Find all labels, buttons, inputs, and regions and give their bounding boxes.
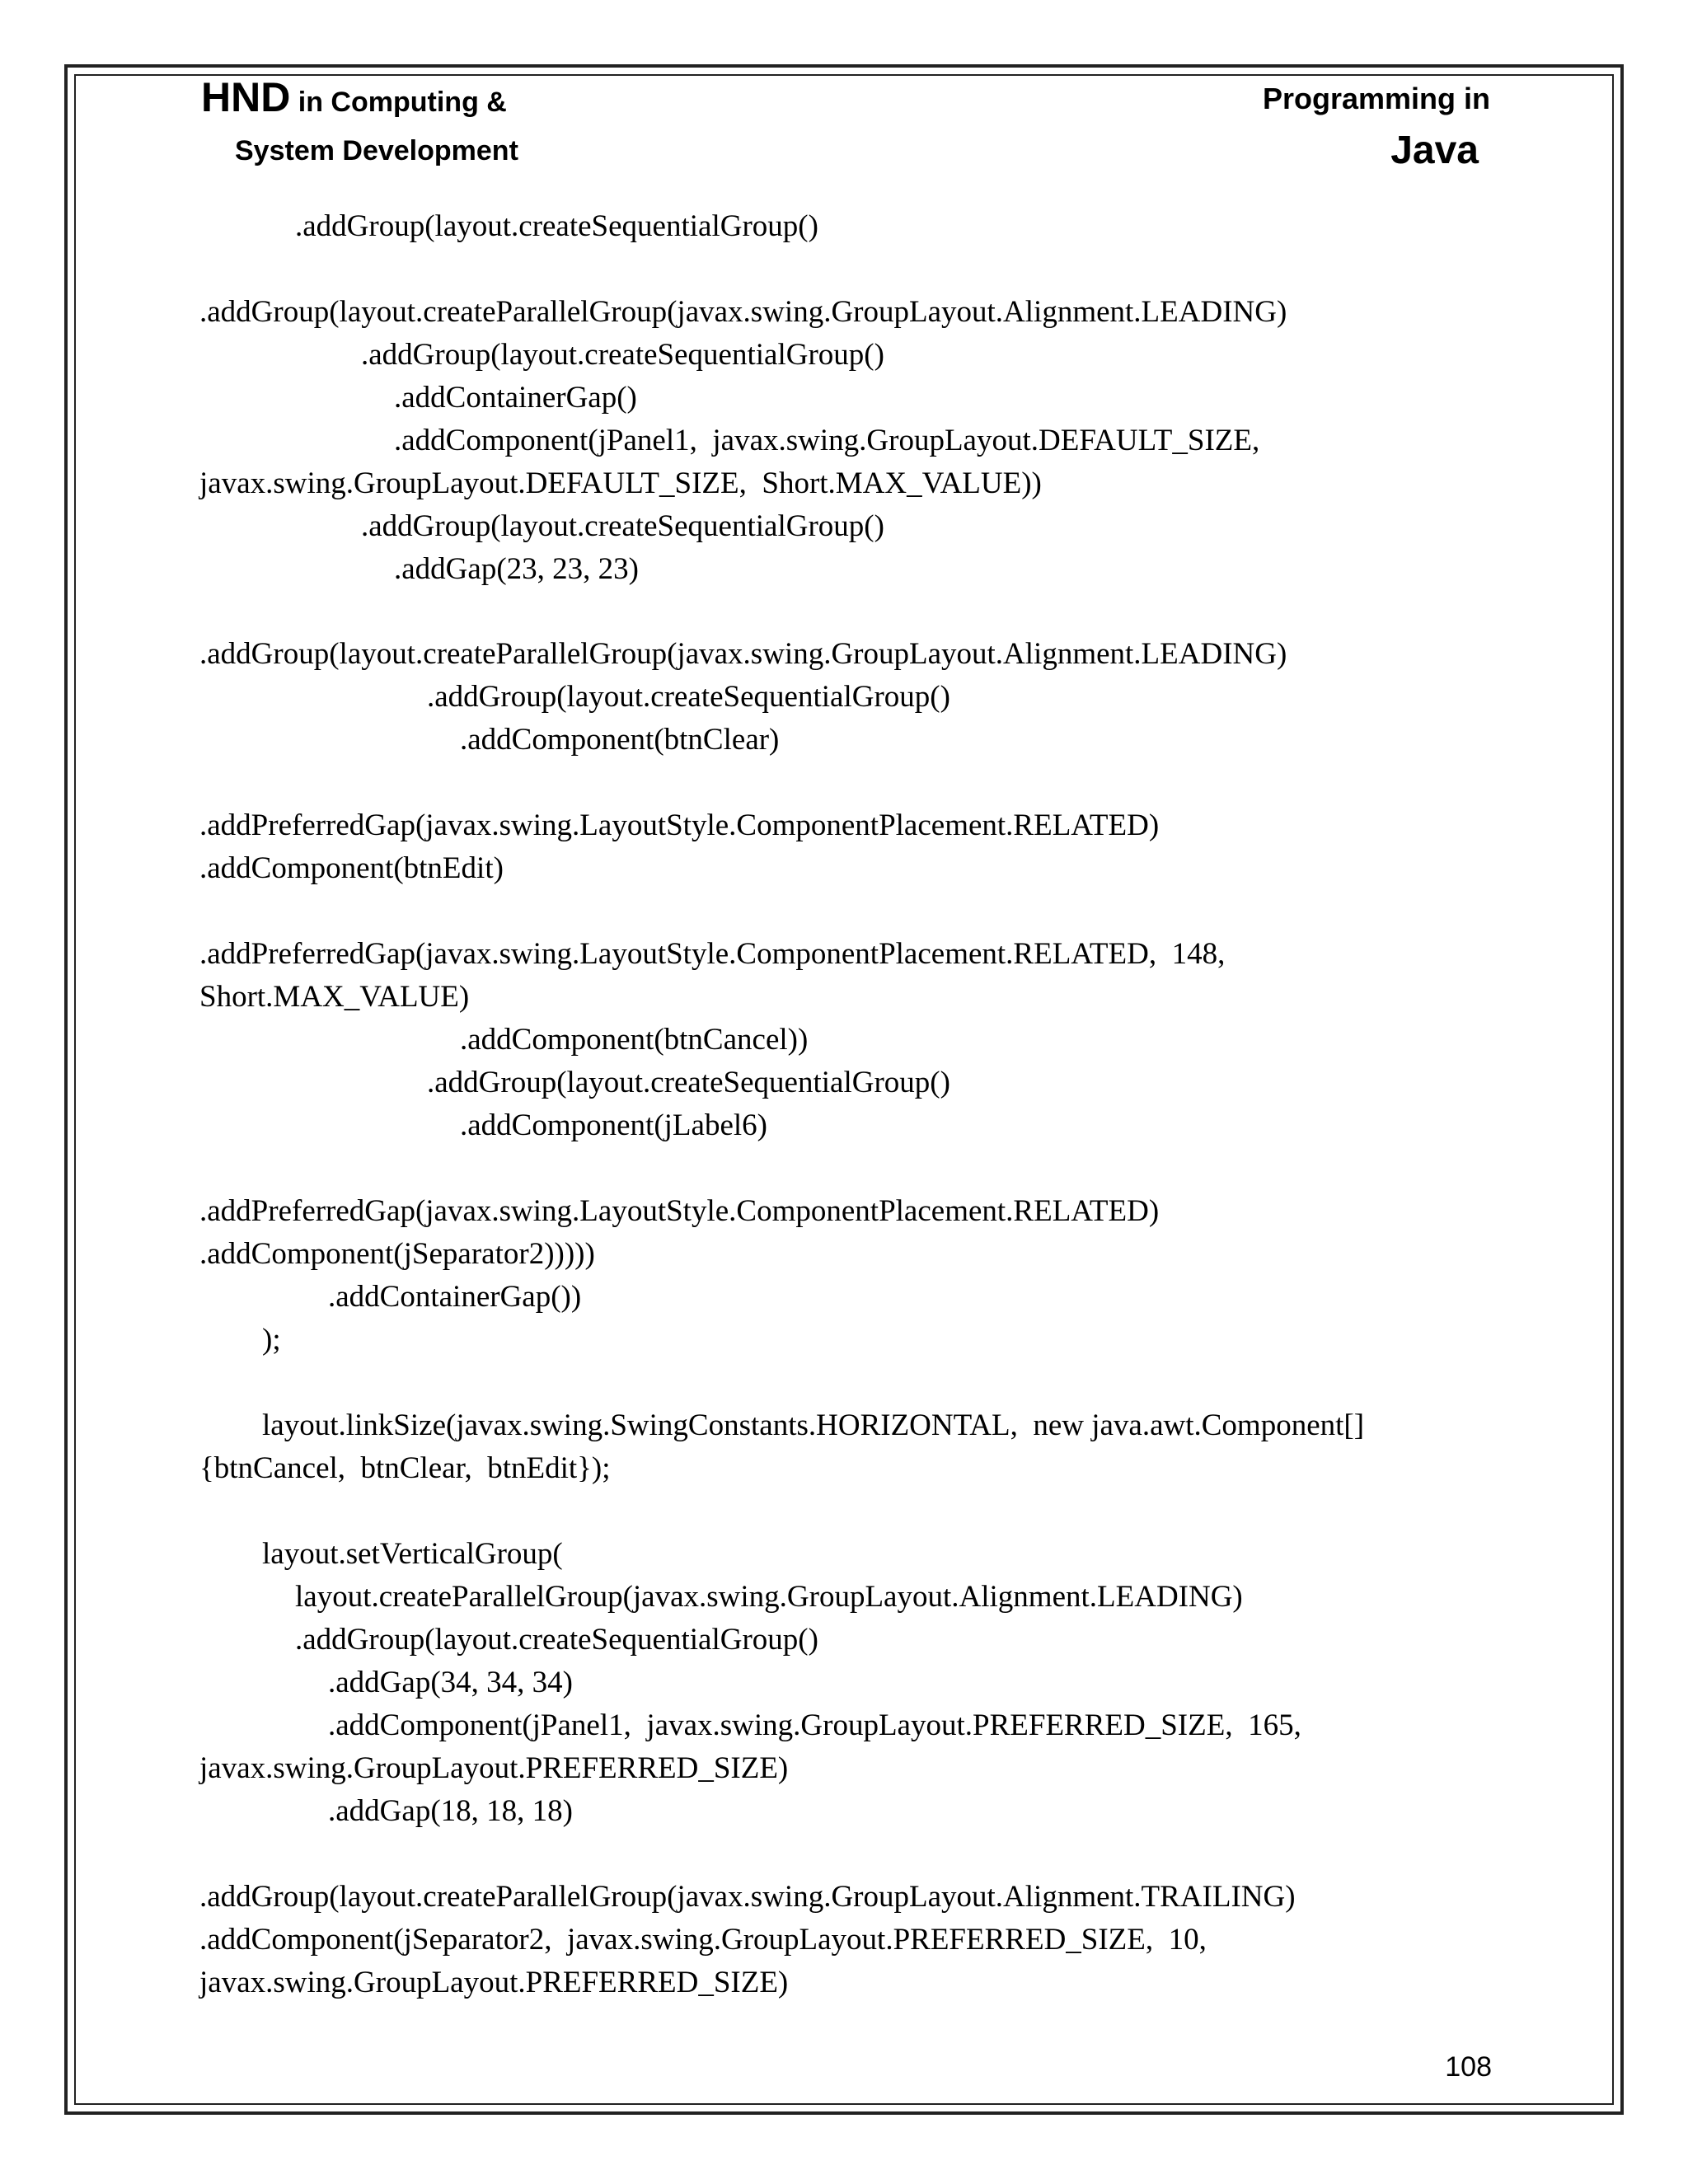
code-line: .addGroup(layout.createSequentialGroup() [295,1623,818,1657]
header-in-computing: in Computing & [290,87,507,118]
code-line: .addGroup(layout.createParallelGroup(javax.swing.GroupLayout.Alignment.TRAILING) [199,1880,1296,1914]
code-line: .addPreferredGap(javax.swing.LayoutStyle.ComponentPlacement.RELATED, 148, [199,937,1226,971]
code-line: ); [262,1323,281,1357]
code-line: .addGroup(layout.createParallelGroup(javax.swing.GroupLayout.Alignment.LEADING) [199,637,1287,671]
code-line: .addGroup(layout.createSequentialGroup() [361,509,884,543]
code-line: .addComponent(btnEdit) [199,851,504,885]
code-line: .addGap(18, 18, 18) [328,1794,573,1828]
code-line: layout.setVerticalGroup( [262,1537,563,1571]
code-line: .addGroup(layout.createParallelGroup(javax.swing.GroupLayout.Alignment.LEADING) [199,295,1287,329]
header-hnd: HND [201,74,291,120]
code-line: .addGap(23, 23, 23) [394,552,639,586]
code-line: .addGroup(layout.createSequentialGroup() [361,338,884,372]
code-line: javax.swing.GroupLayout.PREFERRED_SIZE) [199,1966,789,1999]
code-line: {btnCancel, btnClear, btnEdit}); [199,1451,611,1485]
code-line: Short.MAX_VALUE) [199,980,470,1014]
page-number: 108 [1445,2051,1492,2083]
code-line: .addContainerGap()) [328,1280,582,1314]
code-line: .addComponent(jPanel1, javax.swing.GroupLayout.PREFERRED_SIZE, 165, [328,1708,1301,1742]
code-line: .addPreferredGap(javax.swing.LayoutStyle.ComponentPlacement.RELATED) [199,808,1160,842]
code-line: .addComponent(btnClear) [460,723,780,757]
code-line: layout.linkSize(javax.swing.SwingConstants.HORIZONTAL, new java.awt.Component[] [262,1408,1365,1442]
code-line: .addPreferredGap(javax.swing.LayoutStyle.ComponentPlacement.RELATED) [199,1194,1160,1228]
code-line: .addComponent(jSeparator2))))) [199,1237,595,1271]
code-line: javax.swing.GroupLayout.PREFERRED_SIZE) [199,1751,789,1785]
code-line: .addGroup(layout.createSequentialGroup() [295,209,818,243]
code-line: .addContainerGap() [394,381,637,415]
header-right-line1: Programming in [1262,82,1490,115]
code-line: .addGap(34, 34, 34) [328,1666,573,1699]
code-line: .addComponent(jPanel1, javax.swing.GroupLayout.DEFAULT_SIZE, [394,424,1260,457]
code-line: .addComponent(jLabel6) [460,1108,767,1142]
header-left-line1 [201,73,507,127]
code-line: layout.createParallelGroup(javax.swing.GroupLayout.Alignment.LEADING) [295,1580,1243,1614]
code-line: .addGroup(layout.createSequentialGroup() [427,1066,950,1099]
code-line: .addGroup(layout.createSequentialGroup() [427,680,950,714]
code-line: .addComponent(jSeparator2, javax.swing.GroupLayout.PREFERRED_SIZE, 10, [199,1923,1207,1957]
header-left-line2: System Development [235,135,518,166]
code-line: .addComponent(btnCancel)) [460,1023,809,1057]
header-right-line2: Java [1390,129,1479,172]
code-line: javax.swing.GroupLayout.DEFAULT_SIZE, Short.MAX_VALUE)) [199,466,1042,500]
